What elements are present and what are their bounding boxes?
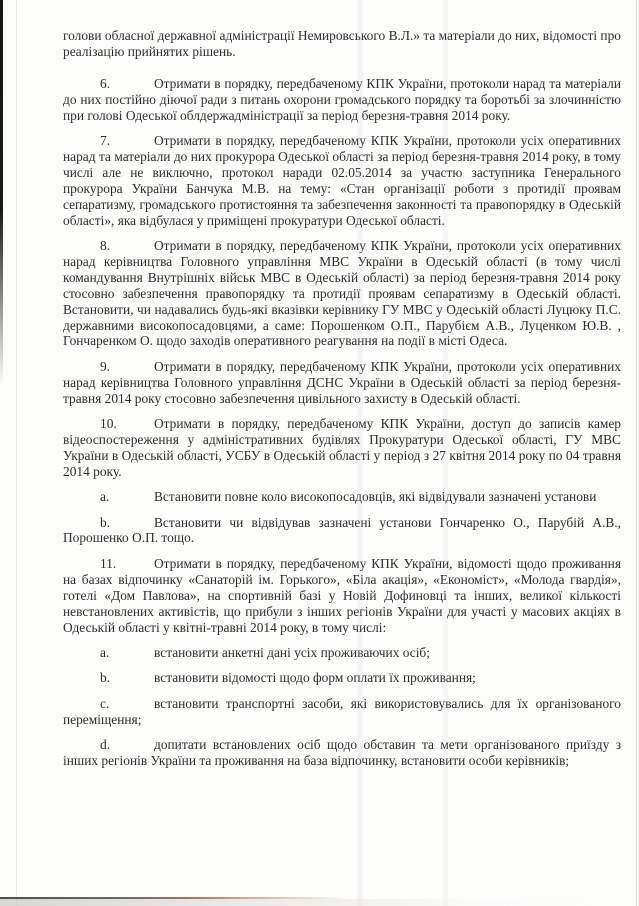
item-number: a. [100, 644, 110, 660]
item-number: 6. [100, 75, 111, 91]
item-text: Отримати в порядку, передбаченому КПК України, протоколи усіх оперативних нарад керівництва Головного управління ДСНС України в Одеській області за період березня-травня 2014 року стосовно забезпечення цивільного захисту в Одеській області. [63, 358, 621, 406]
scan-edge-left-stripe [0, 0, 3, 385]
item-text: Встановити повне коло високопосадовців, які відвідували зазначені установи [154, 489, 597, 505]
item-number: d. [100, 737, 111, 753]
item-text: Встановити чи відвідував зазначені установи Гончаренко О., Парубій А.В., Порошенко О.П. тощо. [63, 514, 621, 546]
item-text: Отримати в порядку, передбаченому КПК України, протоколи усіх оперативних нарад керівництва Головного управління МВС України в Одеській області (в тому числі командування Внутрішніх військ МВС в Одеській області) за період березня-травня 2014 року стосовно забезпечення правопорядку та протидії проявам сепаратизму в Одеській області. Встановити, чи надавались будь-які вказівки керівнику ГУ МВС у Одеській області Луцюку П.С. державними високопосадовцями, а саме: Порошенком О.П., Парубієм А.В., Луценком Ю.В. , Гончаренком О. щодо заходів оперативного реагування на події в місті Одеса. [63, 237, 621, 349]
item-number: 7. [100, 133, 111, 149]
item-number: 10. [100, 416, 117, 432]
item-text: Отримати в порядку, передбаченому КПК України, відомості щодо проживання на базах відпочинку «Санаторій ім. Горького», «Біла акація», «Економіст», «Молода гвардія», готелі «Дом Павлова», на спортивній базі у Новій Дофиновці та інших, великої кількості невстановлених активістів, що прибули з інших регіонів України для участі у масових акціях в Одеській області у квітні-травні 2014 року, в тому числі: [63, 555, 621, 635]
paragraph-8 [63, 238, 621, 349]
item-number: c. [100, 695, 110, 711]
item-text: Отримати в порядку, передбаченому КПК України, протоколи усіх оперативних нарад та матеріали до них прокурора Одеської області за період березня-травня 2014 року, в тому числі але не виключно, протокол наради 02.05.2014 за участю заступника Генерального прокурора України Банчука М.В. на тему: «Стан організації роботи з протидії проявам сепаратизму, громадського протистояння та забезпечення законності та правопорядку в Одеській області», яка відбулася у приміщені прокуратури Одеської області. [63, 133, 621, 228]
paragraph-10 [63, 416, 621, 480]
scan-streak [443, 0, 448, 906]
scan-fold-line-right [636, 0, 637, 906]
subitem-10b [63, 515, 621, 547]
subitem-11c [63, 696, 621, 728]
item-text: Отримати в порядку, передбаченому КПК України, протоколи нарад та матеріали до них постійно діючої ради з питань охорони громадського порядку та боротьбі за злочинністю при голові Одеської облдержадміністрації за період березня-травня 2014 року. [63, 75, 621, 123]
subitem-11d [63, 737, 621, 769]
item-text: встановити анкетні дані усіх проживаючих осіб; [154, 644, 430, 660]
item-text: встановити транспортні засоби, які використовувались для їх організованого переміщення; [63, 695, 621, 727]
scan-fold-line-left [16, 0, 17, 906]
document-body [63, 28, 621, 778]
item-text: Отримати в порядку, передбаченому КПК України, доступ до записів камер відеоспостереження у адміністративних будівлях Прокуратури Одеської області, ГУ МВС України в Одеській області, УСБУ в Одеській області у період з 27 квітня 2014 року по 04 травня 2014 року. [63, 416, 621, 479]
item-number: a. [100, 489, 110, 505]
scan-edge-bottom-band [0, 899, 639, 906]
item-number: 11. [100, 555, 117, 571]
paragraph-7 [63, 133, 621, 228]
item-number: b. [100, 514, 111, 530]
item-number: b. [100, 670, 111, 686]
subitem-11a [63, 645, 621, 661]
scan-streak [357, 0, 363, 906]
item-number: 8. [100, 237, 111, 253]
intro-continuation-text: голови обласної державної адміністрації Немировського В.Л.» та матеріали до них, відомості про реалізацію прийнятих рішень. [63, 28, 621, 59]
paragraph-6 [63, 76, 621, 124]
paragraph-9 [63, 359, 621, 407]
item-text: допитати встановлених осіб щодо обставин та мети організованого приїзду з інших регіонів України та проживання на база відпочинку, встановити особи керівників; [63, 737, 621, 768]
subitem-10a [63, 489, 621, 505]
item-number: 9. [100, 358, 111, 374]
subitem-11b [63, 670, 621, 686]
item-text: встановити відомості щодо форм оплати їх проживання; [154, 670, 476, 686]
paragraph-11 [63, 556, 621, 636]
